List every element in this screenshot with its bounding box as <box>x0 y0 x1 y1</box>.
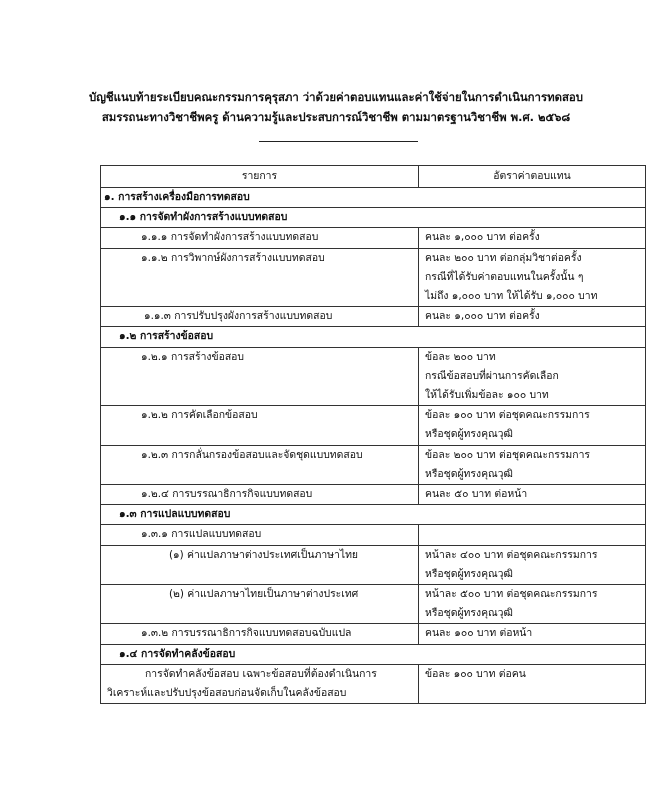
table-row <box>101 307 646 327</box>
item-1-3-2: ๑.๓.๒ การบรรณาธิการกิจแบบทดสอบฉบับแปล <box>101 624 419 644</box>
subsection-row <box>101 208 646 228</box>
table-row <box>101 624 646 644</box>
table-row <box>101 545 646 584</box>
rate-1-1-2 <box>419 248 646 307</box>
table-header-row <box>101 166 646 188</box>
rate-line: หรือชุดผู้ทรงคุณวุฒิ <box>425 428 513 441</box>
compensation-rate-table <box>100 165 646 704</box>
rate-1-4: ข้อละ ๑๐๐ บาท ต่อคน <box>419 664 646 703</box>
table-row <box>101 228 646 248</box>
item-1-2-3: ๑.๒.๓ การกลั่นกรองข้อสอบและจัดชุดแบบทดสอบ <box>101 445 419 484</box>
rate-1-1-1: คนละ ๑,๐๐๐ บาท ต่อครั้ง <box>419 228 646 248</box>
item-1-2-1: ๑.๒.๑ การสร้างข้อสอบ <box>101 347 419 406</box>
rate-line: กรณีข้อสอบที่ผ่านการคัดเลือก <box>425 369 559 382</box>
rate-line: ให้ได้รับเพิ่มข้อละ ๑๐๐ บาท <box>425 389 549 402</box>
rate-line: หรือชุดผู้ทรงคุณวุฒิ <box>425 567 513 580</box>
item-line: การจัดทำคลังข้อสอบ เฉพาะข้อสอบที่ต้องดำเนินการ <box>145 667 377 680</box>
rate-empty <box>419 525 646 545</box>
subsection-row <box>101 644 646 664</box>
document-title-line-2: สมรรถนะทางวิชาชีพครู ด้านความรู้และประสบการณ์วิชาชีพ ตามมาตรฐานวิชาชีพ พ.ศ. ๒๕๖๘ <box>101 110 571 124</box>
document-title-line-1: บัญชีแนบท้ายระเบียบคณะกรรมการคุรุสภา ว่าด้วยค่าตอบแทนและค่าใช้จ่ายในการดำเนินการทดสอบ <box>88 90 584 104</box>
rate-line: ข้อละ ๒๐๐ บาท ต่อชุดคณะกรรมการ <box>425 448 590 461</box>
rate-line: หรือชุดผู้ทรงคุณวุฒิ <box>425 607 513 620</box>
title-underline <box>259 141 418 142</box>
subsection-1-4-title: ๑.๔ การจัดทำคลังข้อสอบ <box>101 644 646 664</box>
rate-1-2-4: คนละ ๕๐ บาท ต่อหน้า <box>419 485 646 505</box>
table-row <box>101 248 646 307</box>
table-row <box>101 585 646 624</box>
item-1-4 <box>101 664 419 703</box>
rate-line: กรณีที่ได้รับค่าตอบแทนในครั้งนั้น ๆ <box>425 270 584 283</box>
item-1-2-2: ๑.๒.๒ การคัดเลือกข้อสอบ <box>101 406 419 445</box>
rate-1-2-1 <box>419 347 646 406</box>
item-1-1-2: ๑.๑.๒ การวิพากษ์ผังการสร้างแบบทดสอบ <box>101 248 419 307</box>
item-1-2-4: ๑.๒.๔ การบรรณาธิการกิจแบบทดสอบ <box>101 485 419 505</box>
rate-line: หรือชุดผู้ทรงคุณวุฒิ <box>425 467 513 480</box>
subsection-row <box>101 327 646 347</box>
table-row <box>101 406 646 445</box>
section-row <box>101 188 646 208</box>
subsection-1-1-title: ๑.๑ การจัดทำผังการสร้างแบบทดสอบ <box>101 208 646 228</box>
table-row <box>101 347 646 406</box>
subsection-row <box>101 505 646 525</box>
rate-1-1-3: คนละ ๑,๐๐๐ บาท ต่อครั้ง <box>419 307 646 327</box>
section-1-title: ๑. การสร้างเครื่องมือการทดสอบ <box>101 188 646 208</box>
rate-1-3-1-1 <box>419 545 646 584</box>
table-row <box>101 664 646 703</box>
table-row <box>101 485 646 505</box>
header-rate: อัตราค่าตอบแทน <box>419 166 646 188</box>
item-1-3-1-2: (๒) ค่าแปลภาษาไทยเป็นภาษาต่างประเทศ <box>101 585 419 624</box>
rate-line: หน้าละ ๔๐๐ บาท ต่อชุดคณะกรรมการ <box>425 548 598 561</box>
table-row <box>101 525 646 545</box>
item-line: วิเคราะห์และปรับปรุงข้อสอบก่อนจัดเก็บในคลังข้อสอบ <box>107 687 347 700</box>
rate-line: หน้าละ ๕๐๐ บาท ต่อชุดคณะกรรมการ <box>425 588 598 601</box>
rate-1-3-1-2 <box>419 585 646 624</box>
table-row <box>101 445 646 484</box>
header-item: รายการ <box>101 166 419 188</box>
subsection-1-2-title: ๑.๒ การสร้างข้อสอบ <box>101 327 646 347</box>
rate-1-2-3 <box>419 445 646 484</box>
rate-1-2-2 <box>419 406 646 445</box>
item-1-3-1-heading: ๑.๓.๑ การแปลแบบทดสอบ <box>101 525 419 545</box>
item-1-1-1: ๑.๑.๑ การจัดทำผังการสร้างแบบทดสอบ <box>101 228 419 248</box>
item-1-1-3: ๑.๑.๓ การปรับปรุงผังการสร้างแบบทดสอบ <box>101 307 419 327</box>
rate-line: คนละ ๒๐๐ บาท ต่อกลุ่มวิชาต่อครั้ง <box>425 251 582 264</box>
rate-line: ไม่ถึง ๑,๐๐๐ บาท ให้ได้รับ ๑,๐๐๐ บาท <box>425 290 598 303</box>
rate-1-3-2: คนละ ๑๐๐ บาท ต่อหน้า <box>419 624 646 644</box>
item-1-3-1-1: (๑) ค่าแปลภาษาต่างประเทศเป็นภาษาไทย <box>101 545 419 584</box>
rate-line: ข้อละ ๑๐๐ บาท ต่อชุดคณะกรรมการ <box>425 409 590 422</box>
subsection-1-3-title: ๑.๓ การแปลแบบทดสอบ <box>101 505 646 525</box>
rate-line: ข้อละ ๒๐๐ บาท <box>425 350 496 363</box>
